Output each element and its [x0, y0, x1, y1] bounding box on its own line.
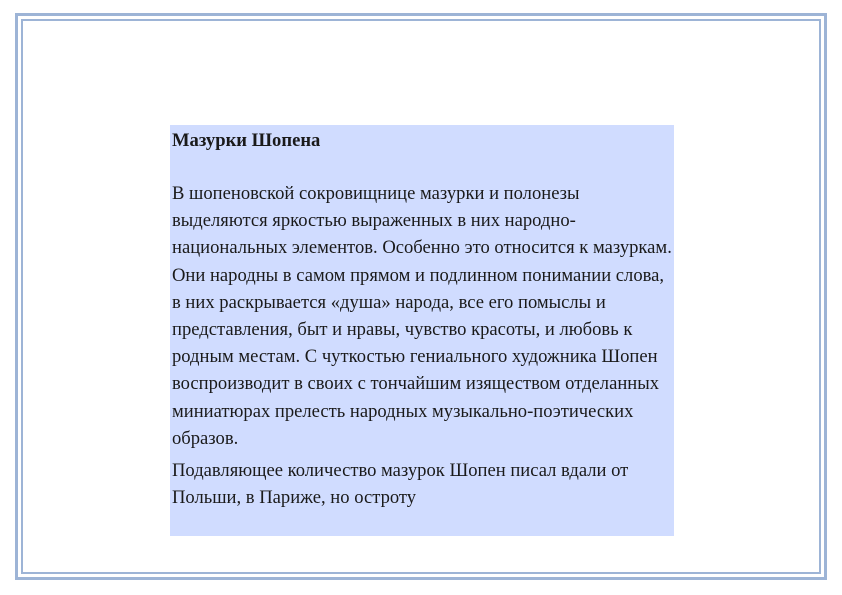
paragraph-1: В шопеновской сокровищнице мазурки и полонезы выделяются яркостью выраженных в них народно-национальных элементов. Особенно это относится к мазуркам. Они народны в самом прямом и подлинном понимании слова, в них раскрывается «душа» народа, все его помыслы и представления, быт и нравы, чувство красоты, и любовь к родным местам. С чуткостью гениального художника Шопен воспроизводит в своих с тончайшим изяществом отделанных миниатюрах прелесть народных музыкально-поэтических образов. [172, 183, 672, 449]
slide-title: Мазурки Шопена [172, 130, 321, 151]
spacer [172, 154, 672, 180]
text-box[interactable] [170, 125, 674, 536]
paragraph-2: Подавляющее количество мазурок Шопен писал вдали от Польши, в Париже, но остроту [172, 460, 629, 509]
